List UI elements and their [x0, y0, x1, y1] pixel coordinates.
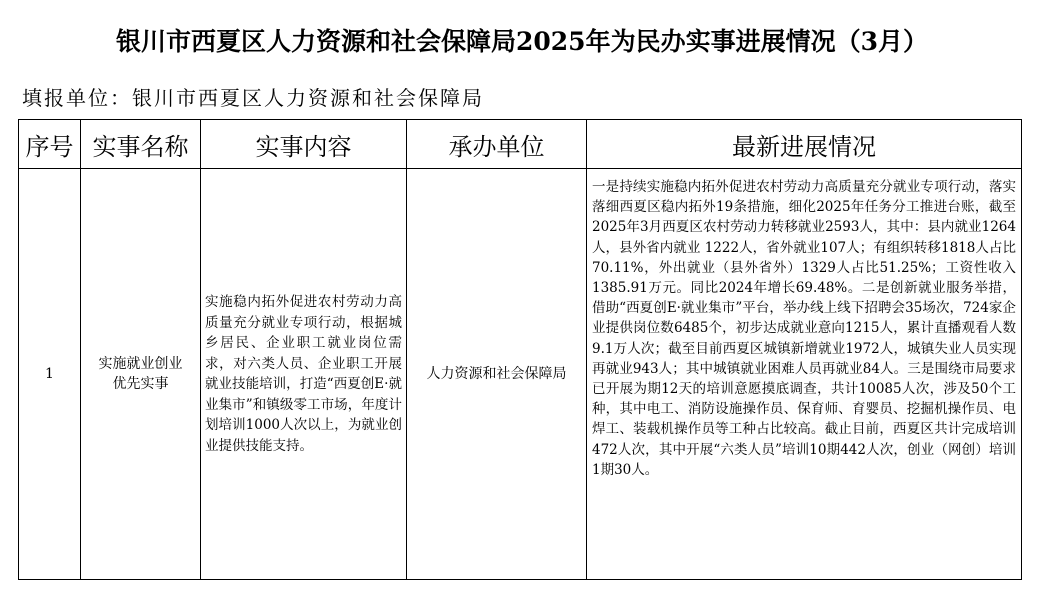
header-no: 序号	[19, 120, 81, 169]
header-content: 实事内容	[201, 120, 407, 169]
progress-table	[18, 119, 1022, 580]
cell-progress: 一是持续实施稳内拓外促进农村劳动力高质量充分就业专项行动，落实落细西夏区稳内拓外19条措施，细化2025年任务分工推进台账，截至2025年3月西夏区农村劳动力转移就业2593人，其中：县内就业1264人，县外省内就业 1222人，省外就业107人；有组织转移1818人占比70.11%，外出就业（县外省外）1329人占比51.25%；工资性收入1385.91万元。同比2024年增长69.48%。二是创新就业服务举措，借助“西夏创E·就业集市”平台，举办线上线下招聘会35场次，724家企业提供岗位数6485个，初步达成就业意向1215人，累计直播观看人数9.1万人次；截至目前西夏区城镇新增就业1972人，城镇失业人员实现再就业943人；其中城镇就业困难人员再就业84人。三是围绕市局要求已开展为期12天的培训意愿摸底调查，共计10085人次，涉及50个工种，其中电工、消防设施操作员、保育师、育婴员、挖掘机操作员、电焊工、装载机操作员等工种占比较高。截止目前，西夏区共计完成培训472人次，其中开展“六类人员”培训10期442人次，创业（网创）培训1期30人。	[587, 169, 1022, 580]
header-progress: 最新进展情况	[587, 120, 1022, 169]
cell-unit: 人力资源和社会保障局	[407, 169, 587, 580]
table-header-row	[19, 120, 1022, 169]
cell-content: 实施稳内拓外促进农村劳动力高质量充分就业专项行动，根据城乡居民、企业职工就业岗位需求，对六类人员、企业职工开展就业技能培训，打造“西夏创E·就业集市”和镇级零工市场，年度计划培训1000人次以上，为就业创业提供技能支持。	[201, 169, 407, 580]
reporting-unit: 填报单位：银川市西夏区人力资源和社会保障局	[22, 86, 484, 110]
table-row	[19, 169, 1022, 580]
cell-no: 1	[19, 169, 81, 580]
header-name: 实事名称	[81, 120, 201, 169]
cell-name: 实施就业创业优先实事	[81, 169, 201, 580]
page-title: 银川市西夏区人力资源和社会保障局2025年为民办实事进展情况（3月）	[116, 27, 928, 56]
header-unit: 承办单位	[407, 120, 587, 169]
